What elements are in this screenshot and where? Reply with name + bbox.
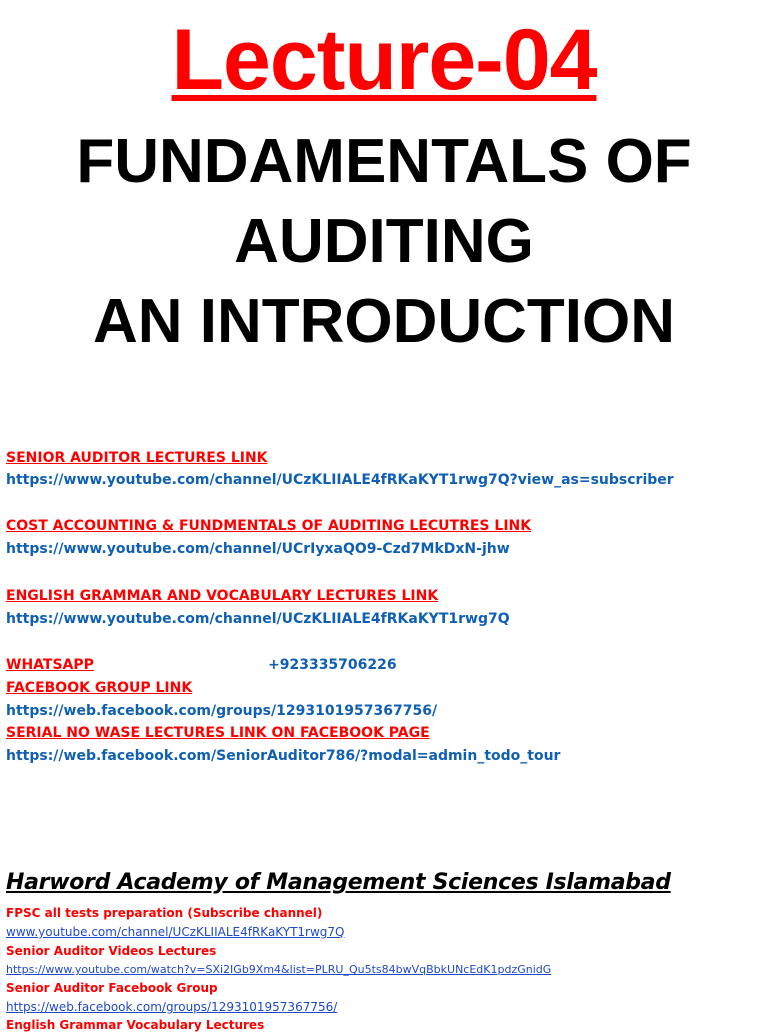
academy-item-label: Senior Auditor Videos Lectures — [6, 944, 217, 958]
academy-item-url[interactable]: www.youtube.com/channel/UCzKLIIALE4fRKaKYT1rwg7Q — [6, 925, 345, 939]
serial-lectures-url[interactable]: https://web.facebook.com/SeniorAuditor786/?modal=admin_todo_tour — [6, 748, 561, 764]
main-title — [0, 122, 768, 362]
facebook-group-url[interactable]: https://web.facebook.com/groups/1293101957367756/ — [6, 703, 438, 719]
cost-accounting-url[interactable]: https://www.youtube.com/channel/UCrIyxaQO9-Czd7MkDxN-jhw — [6, 541, 510, 557]
facebook-group-label[interactable]: FACEBOOK GROUP LINK — [6, 680, 193, 696]
lecture-number-text: Lecture-04 — [171, 12, 597, 108]
cost-accounting-label[interactable]: COST ACCOUNTING & FUNDMENTALS OF AUDITING LECUTRES LINK — [6, 518, 532, 534]
main-title-line-2: AUDITING — [234, 207, 534, 276]
whatsapp-number[interactable]: +923335706226 — [268, 657, 397, 673]
main-title-line-3: AN INTRODUCTION — [92, 287, 676, 356]
academy-item-url[interactable]: https://www.youtube.com/watch?v=SXi2IGb9Xm4&list=PLRU_Qu5ts84bwVqBbkUNcEdK1pdzGnidG — [6, 963, 552, 976]
english-label[interactable]: ENGLISH GRAMMAR AND VOCABULARY LECTURES LINK — [6, 588, 439, 604]
english-url[interactable]: https://www.youtube.com/channel/UCzKLIIALE4fRKaKYT1rwg7Q — [6, 611, 510, 627]
whatsapp-label[interactable]: WHATSAPP — [6, 657, 94, 673]
senior-auditor-label[interactable]: SENIOR AUDITOR LECTURES LINK — [6, 450, 268, 466]
senior-auditor-url[interactable]: https://www.youtube.com/channel/UCzKLIIALE4fRKaKYT1rwg7Q?view_as=subscriber — [6, 472, 674, 488]
serial-lectures-label[interactable]: SERIAL NO WASE LECTURES LINK ON FACEBOOK PAGE — [6, 725, 430, 741]
academy-name: Harword Academy of Management Sciences Islamabad — [6, 870, 671, 895]
academy-item-label: English Grammar Vocabulary Lectures — [6, 1018, 265, 1032]
academy-item-label: FPSC all tests preparation (Subscribe channel) — [6, 906, 323, 920]
whatsapp-row — [6, 655, 506, 675]
main-title-line-1: FUNDAMENTALS OF — [76, 127, 692, 196]
academy-item-url[interactable]: https://web.facebook.com/groups/1293101957367756/ — [6, 1000, 338, 1014]
academy-item-label: Senior Auditor Facebook Group — [6, 981, 218, 995]
lecture-number-title — [0, 10, 768, 110]
